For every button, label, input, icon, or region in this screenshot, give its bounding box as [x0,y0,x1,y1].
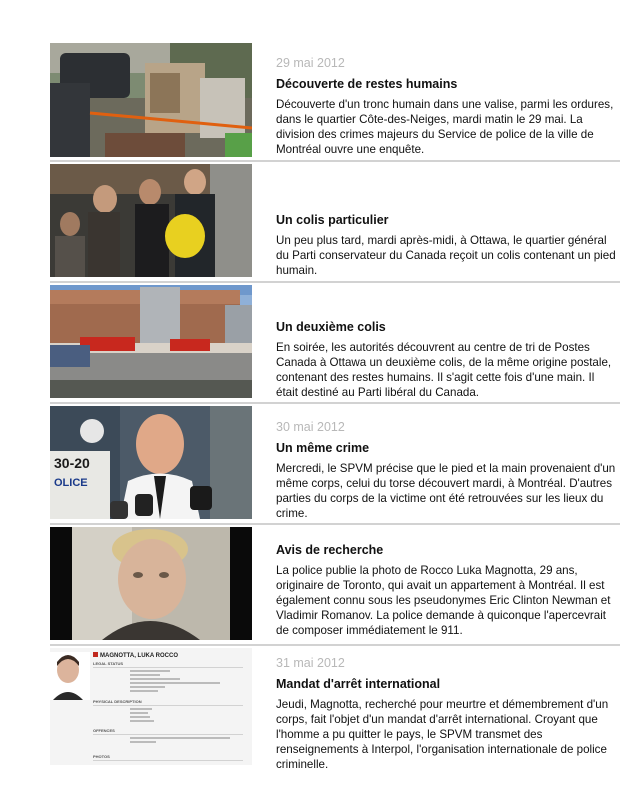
car-number-text: 30-20 [54,455,90,471]
entry-body: En soirée, les autorités découvrent au centre de tri de Postes Canada à Ottawa un deuxième colis, de la même origine postale, contenant des restes humains. Il s'agit cette fois d'une main. Il était destiné au Parti libéral du Canada. [276,341,612,399]
notice-section-legal: LEGAL STATUS [93,661,123,666]
entry-photo-crime-scene [50,43,252,157]
entry-date: 29 mai 2012 [276,56,345,70]
entry-headline: Un deuxième colis [276,320,386,334]
divider [50,160,620,162]
entry-body: Un peu plus tard, mardi après-midi, à Ottawa, le quartier général du Parti conservateur du Canada reçoit un colis contenant un pied humain. [276,234,616,277]
timeline-entry [50,164,620,277]
entry-photo-police-spokesman [50,406,252,519]
entry-body: Jeudi, Magnotta, recherché pour meurtre et démembrement d'un corps, fait l'objet d'un mandat d'arrêt international. Croyant que l'homme a pu quitter le pays, le SPVM transmet des renseignements à Interpol, l'organisation internationale de police criminelle. [276,698,609,771]
divider [50,402,620,404]
entry-date: 31 mai 2012 [276,656,345,670]
divider [50,644,620,646]
entry-photo-police-package [50,164,252,277]
notice-section-offences: OFFENCES [93,728,115,733]
entry-headline: Découverte de restes humains [276,77,458,91]
entry-headline: Un même crime [276,441,370,455]
timeline-entry [50,648,620,771]
entry-body: Découverte d'un tronc humain dans une valise, parmi les ordures, dans le quartier Côte-des-Neiges, mardi matin le 29 mai. La division des crimes majeurs du Service de police de la ville de Montréal ouvre une enquête. [276,98,614,156]
entry-body: La police publie la photo de Rocco Luka Magnotta, 29 ans, originaire de Toronto, qui avait un appartement à Montréal. Il est également connu sous les pseudonymes Eric Clinton Newman et Vladimir Romanov. La police demande à quiconque l'apercevrait de composer immédiatement le 911. [276,564,611,637]
timeline-entry [50,527,620,640]
divider [50,523,620,525]
divider [50,281,620,283]
entry-date: 30 mai 2012 [276,420,345,434]
notice-name: MAGNOTTA, LUKA ROCCO [100,653,178,659]
entry-photo-postal-centre [50,285,252,398]
car-word-text: OLICE [54,477,88,489]
entry-headline: Avis de recherche [276,543,384,557]
entry-photo-suspect-portrait [50,527,252,640]
entry-headline: Mandat d'arrêt international [276,677,441,691]
entry-photo-wanted-notice [50,648,252,765]
notice-section-photos: PHOTOS [93,754,110,759]
notice-section-physical: PHYSICAL DESCRIPTION [93,699,142,704]
timeline-entry [50,43,620,157]
entry-body: Mercredi, le SPVM précise que le pied et la main provenaient d'un même corps, celui du torse découvert mardi, à Montréal. D'autres parties du corps de la victime ont été retrouvées sur les lieux du crime. [276,462,616,520]
entry-headline: Un colis particulier [276,213,389,227]
timeline-entry [50,406,620,519]
timeline-entry [50,285,620,398]
